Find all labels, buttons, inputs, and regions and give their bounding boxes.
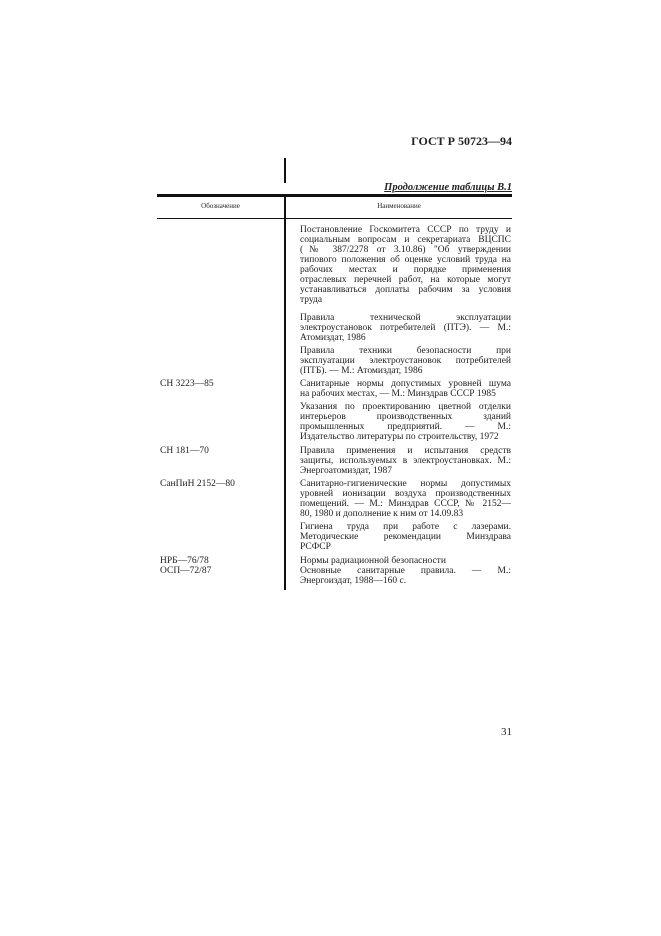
row-name [300, 225, 511, 305]
text-line: рабочих местах и порядке применения [300, 265, 511, 275]
text-line: Санитарно-гигиенические нормы допустимых [300, 479, 511, 489]
row-designation: НРБ—76/78 [160, 556, 209, 566]
text-line: отраслевых перечней работ, на которые могут [300, 275, 511, 285]
text-line: типового положения об оценке условий труда на [300, 255, 511, 265]
text-line: интерьеров производственных зданий [300, 412, 511, 422]
column-divider-top [284, 158, 286, 183]
text-line: защиты, используемых в электроустановках. М.: [300, 456, 511, 466]
row-designation: СН 181—70 [160, 446, 209, 456]
text-line: помещений. — М.: Минздрав СССР, № 2152— [300, 499, 511, 509]
text-line: Методические рекомендации Минздрава [300, 532, 511, 542]
text-line: 80, 1980 и дополнение к ним от 14.09.83 [300, 509, 464, 519]
column-header-designation: Обозначение [201, 202, 240, 210]
row-name [300, 313, 511, 343]
text-line: Правила применения и испытания средств [300, 446, 511, 456]
page-number: 31 [501, 726, 512, 738]
row-name [300, 566, 511, 586]
text-line: РСФСР [300, 542, 331, 552]
text-line: Атомиздат, 1986 [300, 333, 366, 343]
column-header-name: Наименование [377, 202, 421, 210]
row-name [300, 346, 511, 376]
row-designation: ОСП—72/87 [160, 566, 212, 576]
text-line: Энергоиздат, 1988—160 с. [300, 576, 407, 586]
row-name [300, 446, 511, 476]
row-name [300, 522, 511, 552]
text-line: эксплуатации электроустановок потребителей [300, 356, 511, 366]
text-line: Указания по проектированию цветной отделки [300, 402, 511, 412]
text-line: (ПТБ). — М.: Атомиздат, 1986 [300, 366, 423, 376]
row-designation: СанПиН 2152—80 [160, 479, 235, 489]
text-line: Нормы радиационной безопасности [300, 556, 446, 566]
text-line: Гигиена труда при работе с лазерами. [300, 522, 511, 532]
table-continuation-caption: Продолжение таблицы В.1 [384, 182, 512, 193]
text-line: Санитарные нормы допустимых уровней шума [300, 379, 511, 389]
row-designation: СН 3223—85 [160, 379, 214, 389]
table-header-rule [157, 218, 512, 219]
text-line: на рабочих местах, — М.: Минздрав СССР 1985 [300, 389, 496, 399]
text-line: Постановление Госкомитета СССР по труду и [300, 225, 511, 235]
row-name [300, 479, 511, 519]
text-line: Правила технической эксплуатации [300, 313, 511, 323]
row-name [300, 402, 511, 442]
document-code: ГОСТ Р 50723—94 [411, 134, 512, 148]
text-line: Энергоатомиздат, 1987 [300, 466, 392, 476]
text-line: уровней ионизации воздуха производственных [300, 489, 511, 499]
text-line: Правила техники безопасности при [300, 346, 511, 356]
text-line: электроустановок потребителей (ПТЭ). — М.: [300, 323, 511, 333]
text-line: (№ 387/2278 от 3.10.86) "Об утверждении [300, 245, 511, 255]
text-line: труда [300, 295, 323, 305]
text-line: Основные санитарные правила. — М.: [300, 566, 511, 576]
text-line: Издательство литературы по строительству, 1972 [300, 432, 499, 442]
text-line: промышленных предприятий. — М.: [300, 422, 511, 432]
table-top-rule [157, 194, 512, 197]
column-divider [284, 194, 286, 590]
row-name [300, 379, 511, 399]
text-line: социальным вопросам и секретариата ВЦСПС [300, 235, 511, 245]
row-name [300, 556, 511, 566]
text-line: устанавливаться доплаты рабочим за условия [300, 285, 511, 295]
